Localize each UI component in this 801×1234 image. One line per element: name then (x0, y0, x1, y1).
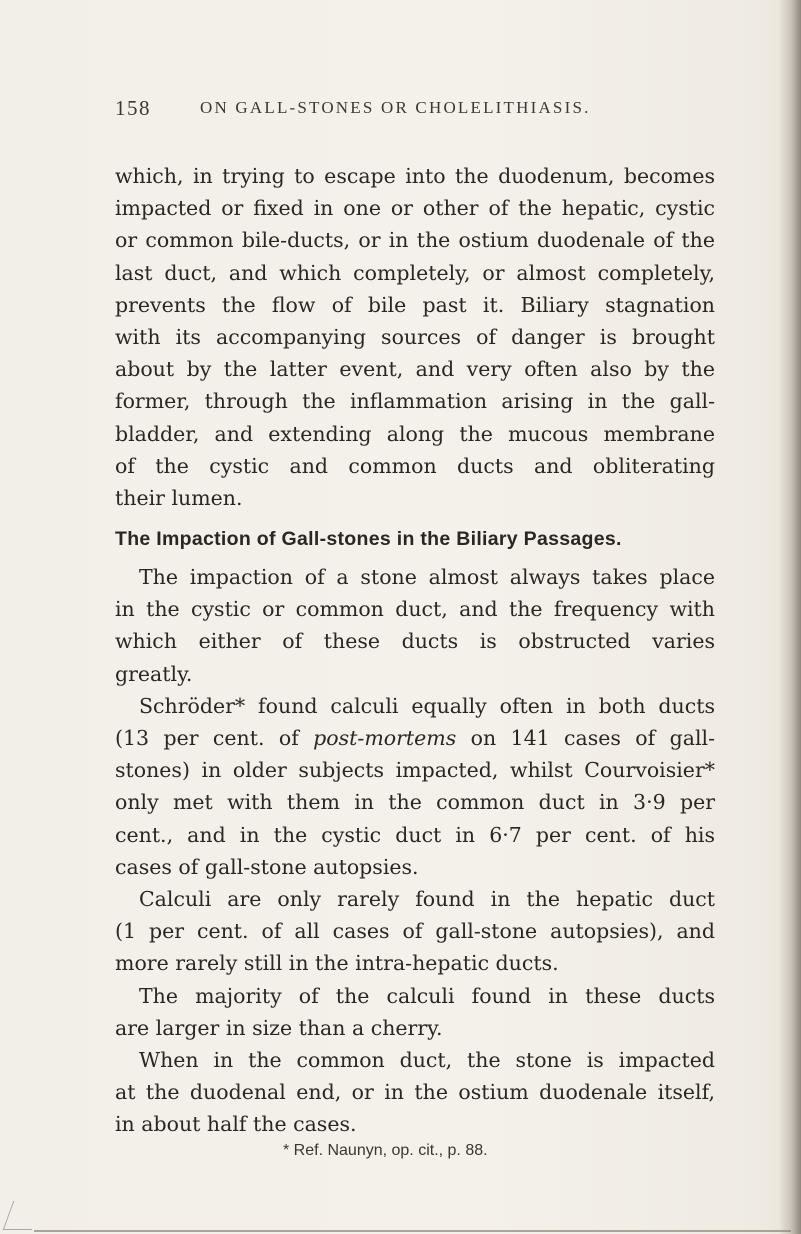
section-heading: The Impaction of Gall-stones in the Biliary Passages. (115, 528, 622, 551)
text-line: only met with them in the common duct in 3·9 per (115, 790, 715, 815)
text-line: more rarely still in the intra-hepatic ducts. (115, 951, 559, 976)
text-line: in the cystic or common duct, and the frequency with (115, 597, 715, 622)
text-line: stones) in older subjects impacted, whilst Courvoisier* (115, 758, 715, 783)
text-line (115, 722, 715, 754)
text-line: with its accompanying sources of danger is brought (115, 324, 715, 349)
paragraph (115, 561, 715, 690)
page-bottom-edge (34, 1230, 791, 1232)
page-number: 158 (115, 96, 151, 120)
text-line: or common bile-ducts, or in the ostium duodenale of the (115, 228, 715, 253)
text-line: former, through the inflammation arising in the gall- (115, 389, 715, 414)
paragraph (115, 883, 715, 980)
text-line: which either of these ducts is obstructed varies (115, 629, 715, 654)
text-line: The majority of the calculi found in these ducts (139, 983, 715, 1008)
scan-corner-mark (3, 1201, 43, 1230)
binding-edge-shadow (779, 0, 801, 1234)
text-line: which, in trying to escape into the duodenum, becomes (115, 164, 715, 188)
paragraph-continuation (115, 160, 715, 514)
text-line: in about half the cases. (115, 1112, 357, 1137)
running-title: ON GALL-STONES OR CHOLELITHIASIS. (200, 98, 591, 117)
paragraph (115, 1044, 715, 1141)
paragraph (115, 980, 715, 1044)
text-line: impacted or fixed in one or other of the hepatic, cystic (115, 196, 715, 221)
text-line: greatly. (115, 661, 193, 686)
text-line: of the cystic and common ducts and obliterating (115, 453, 715, 478)
italic-term: post-mortems (313, 726, 457, 750)
text-line: their lumen. (115, 485, 243, 510)
text-run: on 141 cases of gall- (456, 726, 716, 750)
text-line: (1 per cent. of all cases of gall-stone autopsies), and (115, 919, 715, 944)
text-line: prevents the flow of bile past it. Biliary stagnation (115, 292, 715, 317)
text-line: bladder, and extending along the mucous membrane (115, 421, 715, 446)
text-run: (13 per cent. of (115, 726, 314, 750)
text-line: are larger in size than a cherry. (115, 1015, 443, 1040)
text-line: cases of gall-stone autopsies. (115, 854, 419, 879)
text-line: cent., and in the cystic duct in 6·7 per cent. of his (115, 822, 715, 847)
text-line: about by the latter event, and very often also by the (115, 357, 715, 382)
running-head (115, 96, 715, 128)
text-line: at the duodenal end, or in the ostium duodenale itself, (115, 1080, 715, 1105)
text-line: Calculi are only rarely found in the hepatic duct (139, 886, 715, 911)
paragraph (115, 690, 715, 883)
text-line: The impaction of a stone almost always takes place (139, 565, 715, 590)
footnote: * Ref. Naunyn, op. cit., p. 88. (283, 1142, 488, 1160)
text-line: When in the common duct, the stone is impacted (139, 1047, 715, 1072)
body-text (115, 160, 715, 1160)
text-line: last duct, and which completely, or almost completely, (115, 260, 715, 285)
text-line: Schröder* found calculi equally often in both ducts (139, 693, 715, 718)
